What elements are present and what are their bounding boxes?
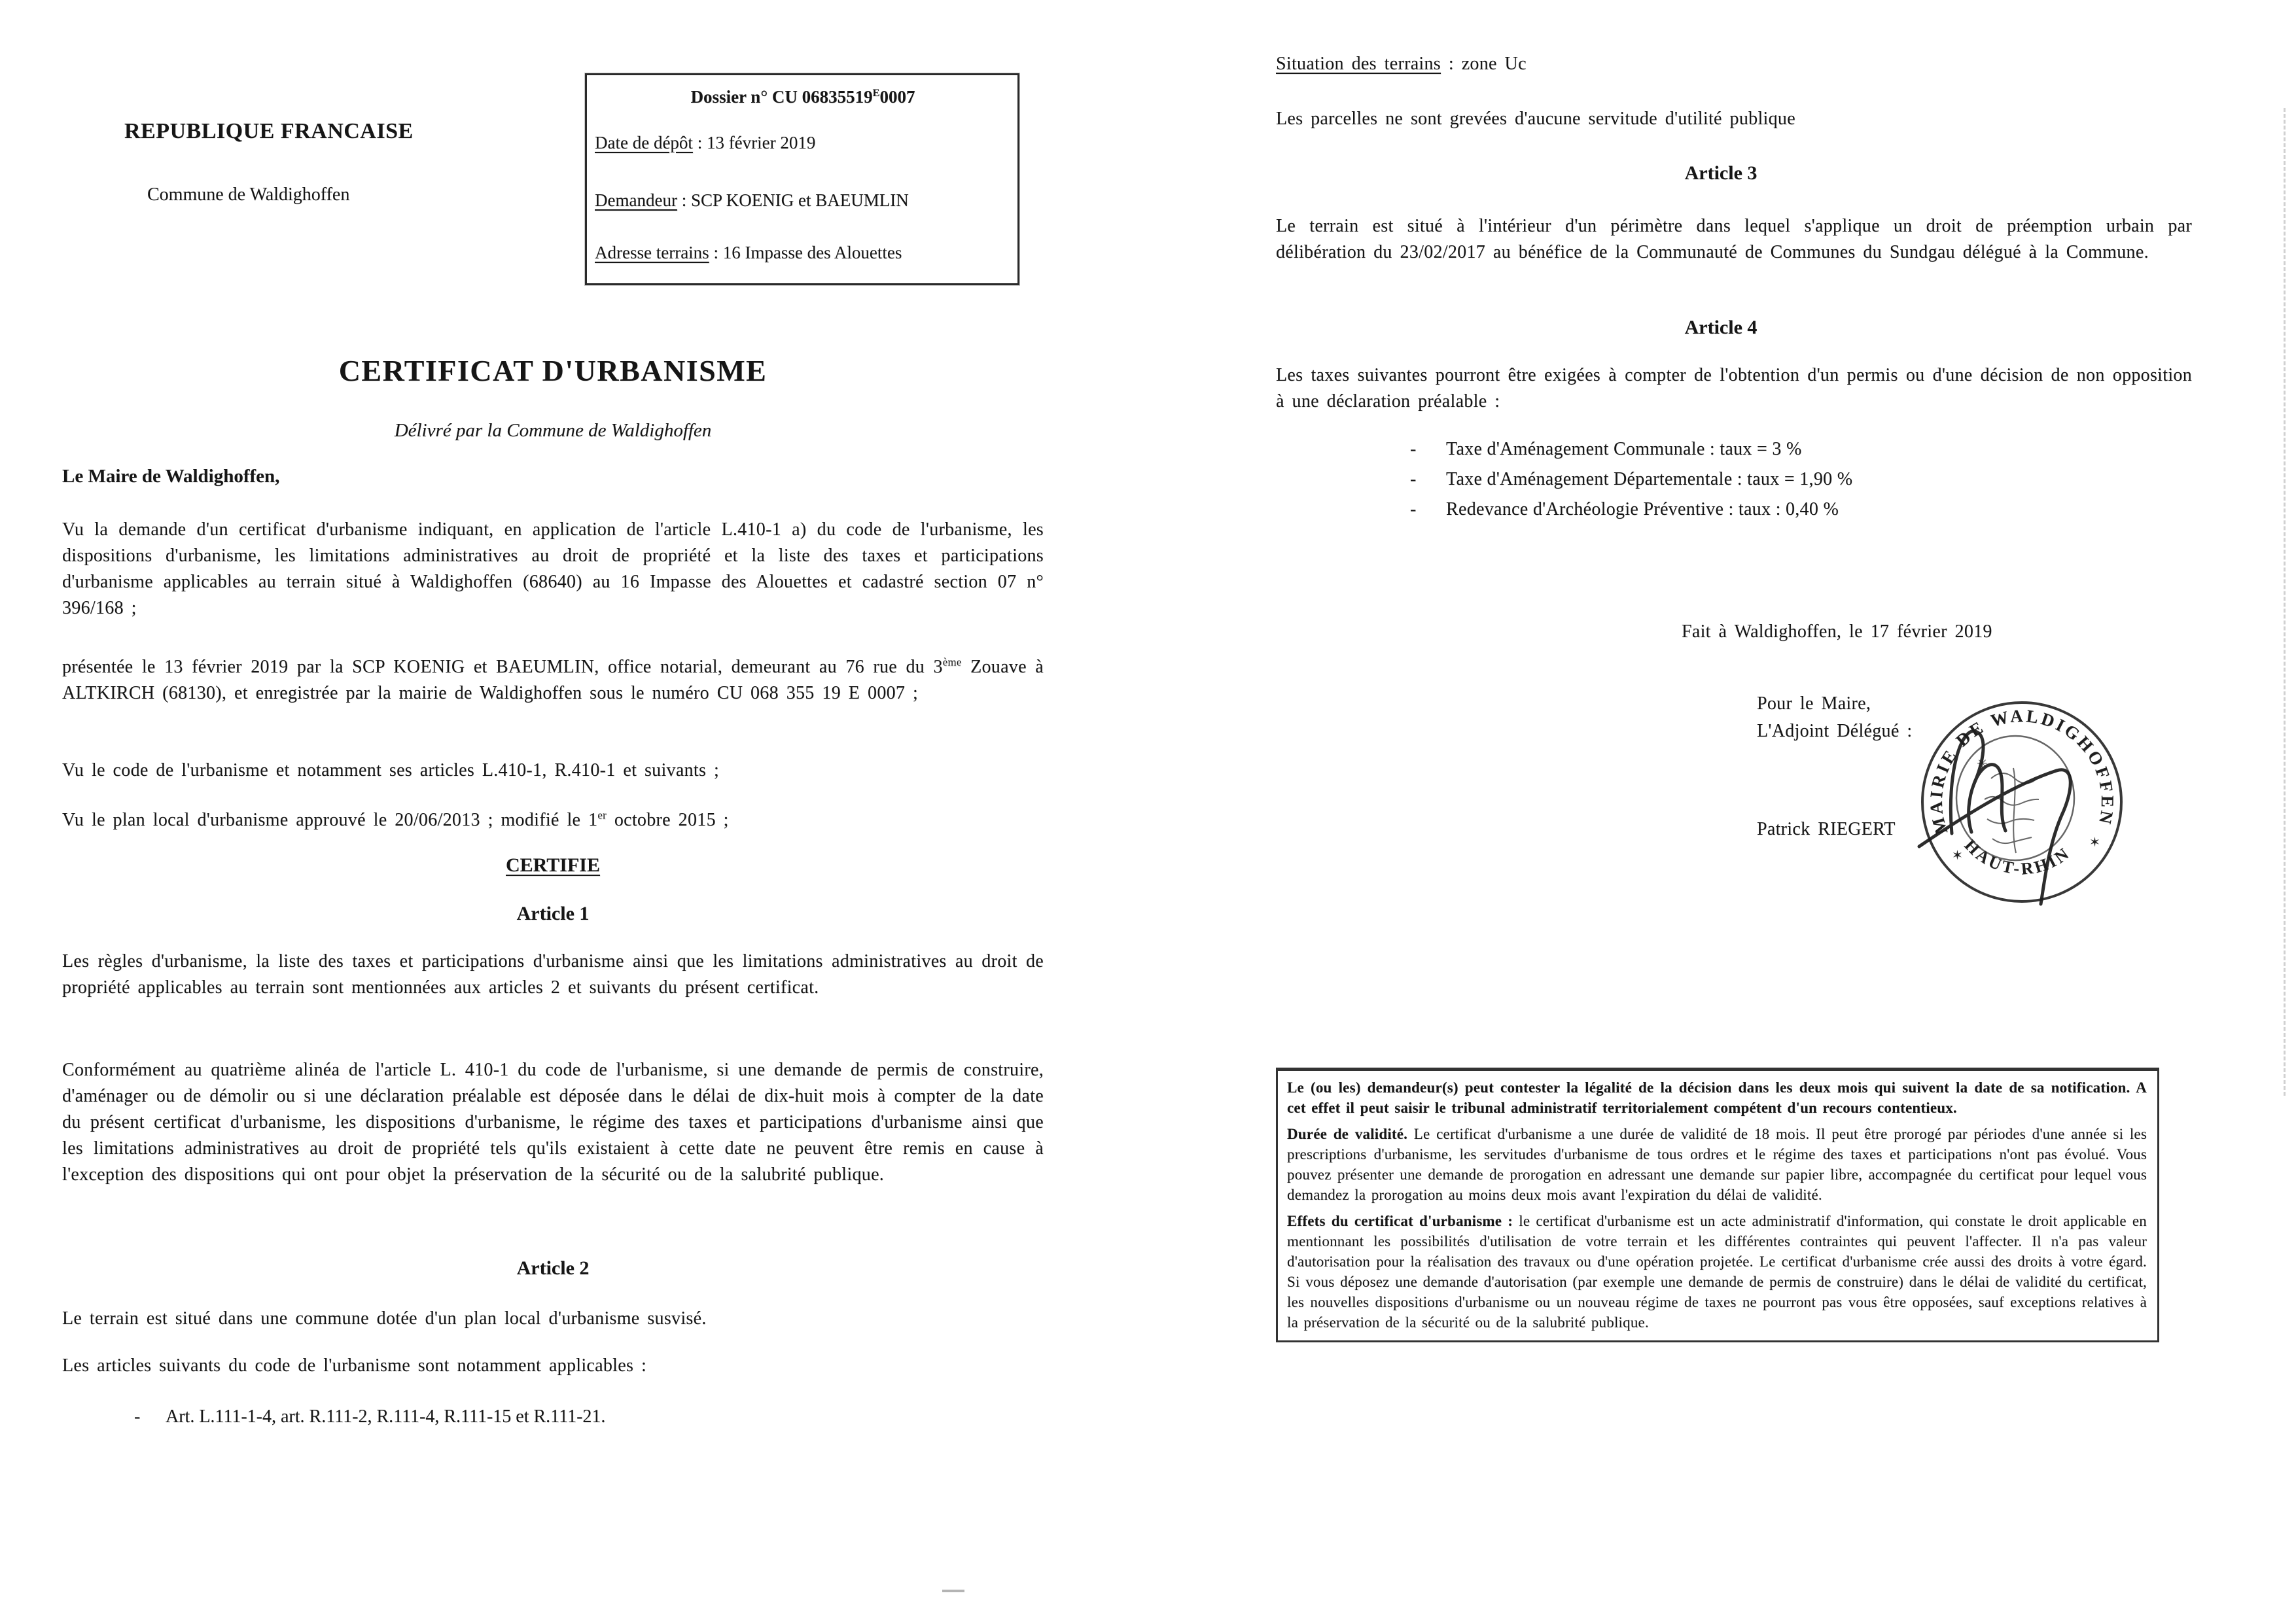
presentee-segment-2: Zouave à ALTKIRCH (68130), et enregistrée par la mairie de Waldighoffen sous le numéro CU 068 355 19 E 0007 ;: [62, 657, 1044, 703]
dossier-number-line: [595, 87, 1011, 107]
scan-speck: [942, 1586, 964, 1592]
paragraph-regles: Les règles d'urbanisme, la liste des taxes et participations d'urbanisme ainsi que les limitations administratives au droit de propriété applicables au terrain sont mentionnées aux articles 2 et suivants du présent certificat.: [62, 951, 1044, 998]
tax-item-text: Redevance d'Archéologie Préventive : taux : 0,40 %: [1446, 499, 1839, 519]
paragraph-vu-code: Vu le code de l'urbanisme et notamment ses articles L.410-1, R.410-1 et suivants ;: [62, 760, 720, 780]
stamp-text: [1926, 706, 2118, 879]
adresse-terrains-value: : 16 Impasse des Alouettes: [709, 243, 902, 262]
stamp-arc-bottom-text: HAUT-RHIN: [1960, 835, 2074, 879]
signataire-name: Patrick RIEGERT: [1757, 819, 1896, 839]
bullet-dash: -: [134, 1406, 141, 1427]
date-depot-value: : 13 février 2019: [692, 133, 816, 152]
legal-notice-box: [1276, 1068, 2159, 1342]
dossier-box: [585, 73, 1019, 285]
plan-superscript: er: [597, 809, 607, 822]
date-depot-row: [595, 133, 1011, 153]
page-left: [62, 0, 1044, 1623]
demandeur-label: Demandeur: [595, 190, 677, 210]
stamp-crest-ornament-icon: ✳: [1977, 757, 1988, 771]
dossier-number-suffix: 0007: [879, 87, 915, 107]
tax-list-item: [1276, 495, 2192, 525]
fait-a-line: Fait à Waldighoffen, le 17 février 2019: [1682, 621, 1992, 642]
commune-subheading: Commune de Waldighoffen: [147, 184, 350, 205]
presentee-superscript: ème: [942, 655, 962, 669]
article-3-heading: Article 3: [1684, 162, 1757, 184]
paragraph-vu-demande: Vu la demande d'un certificat d'urbanisme indiquant, en application de l'article L.410-1 a) du code de l'urbanisme, les dispositions d'urbanisme, les limitations administratives au droit de propriété et la liste des taxes et participations d'urbanisme applicables au terrain situé à Waldighoffen (68640) au 16 Impasse des Alouettes et cadastré section 07 n° 396/168 ;: [62, 519, 1044, 618]
scan-edge-artifact: [2284, 108, 2286, 1096]
tax-list-item: [1276, 434, 2192, 464]
adjoint-delegue-line: L'Adjoint Délégué :: [1757, 721, 1913, 741]
tax-dash: -: [1410, 439, 1417, 459]
demandeur-value: : SCP KOENIG et BAEUMLIN: [677, 190, 909, 210]
stamp-star-right-icon: ✶: [2089, 835, 2100, 850]
stamp-star-left-icon: ✶: [1952, 848, 1963, 863]
tax-dash: -: [1410, 469, 1417, 489]
certifie-heading: [62, 854, 1044, 877]
article-2-heading: Article 2: [516, 1257, 590, 1279]
plan-segment-1: Vu le plan local d'urbanisme approuvé le 20/06/2013 ; modifié le 1: [62, 810, 598, 830]
paragraph-terrain-commune: Le terrain est situé dans une commune dotée d'un plan local d'urbanisme susvisé.: [62, 1308, 707, 1329]
date-depot-label: Date de dépôt: [595, 133, 693, 152]
stamp-arc-top-text: MAIRIE DE WALDIGHOFFEN: [1926, 705, 2118, 837]
paragraph-conformement: Conformément au quatrième alinéa de l'article L. 410-1 du code de l'urbanisme, si une demande de permis de construire, d'aménager ou de démolir ou si une déclaration préalable est déposée dans le délai de dix-huit mois à compter de la date du présent certificat d'urbanisme, les dispositions d'urbanisme, le régime des taxes et participations d'urbanisme ainsi que les limitations administratives au droit de propriété tels qu'ils existaient à cette date ne peuvent être remis en cause à l'exception des dispositions qui ont pour objet la préservation de la sécurité ou de la salubrité publique.: [62, 1060, 1044, 1185]
situation-terrains-value: : zone Uc: [1441, 54, 1527, 74]
article-4-heading: Article 4: [1684, 317, 1757, 338]
demandeur-row: [595, 190, 1011, 211]
paragraph-taxes-intro: Les taxes suivantes pourront être exigées à compter de l'obtention d'un permis ou d'une décision de non opposition à une déclaration préalable :: [1276, 365, 2192, 411]
republique-heading: REPUBLIQUE FRANCAISE: [124, 119, 414, 143]
tax-list: [1276, 434, 2192, 525]
legal-paragraph-effets: [1287, 1211, 2147, 1333]
certificate-title: CERTIFICAT D'URBANISME: [338, 354, 768, 387]
legal-effets-lead: Effets du certificat d'urbanisme :: [1287, 1213, 1513, 1229]
tax-dash: -: [1410, 499, 1417, 519]
bullet-articles-text: Art. L.111-1-4, art. R.111-2, R.111-4, R.111-15 et R.111-21.: [166, 1406, 606, 1427]
paragraph-articles-applicables: Les articles suivants du code de l'urbanisme sont notamment applicables :: [62, 1355, 647, 1376]
mairie-stamp: [1914, 695, 2130, 911]
page-right: [1276, 0, 2192, 1623]
articles-bullet-item: [62, 1406, 1044, 1435]
situation-terrains-line: [1276, 51, 2192, 77]
paragraph-presentee: [62, 654, 1044, 707]
paragraph-parcelles: Les parcelles ne sont grevées d'aucune servitude d'utilité publique: [1276, 109, 1795, 129]
legal-duree-rest: Le certificat d'urbanisme a une durée de validité de 18 mois. Il peut être prorogé par périodes d'une année si les prescriptions d'urbanisme, les servitudes d'urbanisme de tous ordres et le régime des taxes et participations n'ont pas évolué. Vous pouvez présenter une demande de prorogation en adressant une demande sur papier libre, accompagnée du certificat pour lequel vous demandez la prorogation au moins deux mois avant l'expiration du délai de validité.: [1287, 1126, 2147, 1203]
dossier-number-prefix: Dossier n° CU 06835519: [690, 87, 873, 107]
legal-effets-rest: le certificat d'urbanisme est un acte administratif d'information, qui constate le droit applicable en mentionnant les possibilités d'utilisation de votre terrain et les différentes contraintes qui peuvent l'affecter. Il n'a pas valeur d'autorisation pour la réalisation des travaux ou d'une opération projetée. Le certificat d'urbanisme crée aussi des droits à votre égard. Si vous déposez une demande d'autorisation (par exemple une demande de permis de construire) dans le délai de validité du certificat, les nouvelles dispositions d'urbanisme ou un nouveau régime de taxes ne pourront pas vous être opposées, sauf exceptions relatives à la préservation de la sécurité ou de la salubrité publique.: [1287, 1213, 2147, 1331]
presentee-segment-1: présentée le 13 février 2019 par la SCP KOENIG et BAEUMLIN, office notarial, demeurant au 76 rue du 3: [62, 657, 943, 677]
dossier-number-superscript: E: [872, 87, 880, 99]
tax-item-text: Taxe d'Aménagement Départementale : taux = 1,90 %: [1446, 469, 1853, 489]
legal-paragraph-contestation: Le (ou les) demandeur(s) peut contester la légalité de la décision dans les deux mois qui suivent la date de sa notification. A cet effet il peut saisir le tribunal administratif territorialement compétent d'un recours contentieux.: [1287, 1079, 2147, 1116]
maire-line: Le Maire de Waldighoffen,: [62, 466, 280, 487]
tax-list-item: [1276, 464, 2192, 495]
certificate-subtitle: Délivré par la Commune de Waldighoffen: [394, 420, 712, 441]
adresse-terrains-label: Adresse terrains: [595, 243, 709, 262]
legal-paragraph-duree: [1287, 1124, 2147, 1205]
tax-item-text: Taxe d'Aménagement Communale : taux = 3 %: [1446, 439, 1802, 459]
certifie-text: CERTIFIE: [506, 854, 600, 876]
pour-le-maire-line: Pour le Maire,: [1757, 693, 1871, 714]
situation-terrains-label: Situation des terrains: [1276, 54, 1441, 74]
stamp-crest: [1956, 736, 2074, 860]
paragraph-vu-plan: [62, 807, 1044, 833]
paragraph-preemption: Le terrain est situé à l'intérieur d'un périmètre dans lequel s'applique un droit de préemption urbain par délibération du 23/02/2017 au bénéfice de la Communauté de Communes du Sundgau délégué à la Commune.: [1276, 216, 2192, 262]
adresse-terrains-row: [595, 243, 1011, 263]
article-1-heading: Article 1: [516, 903, 590, 924]
legal-duree-lead: Durée de validité.: [1287, 1126, 1408, 1142]
plan-segment-2: octobre 2015 ;: [607, 810, 729, 830]
